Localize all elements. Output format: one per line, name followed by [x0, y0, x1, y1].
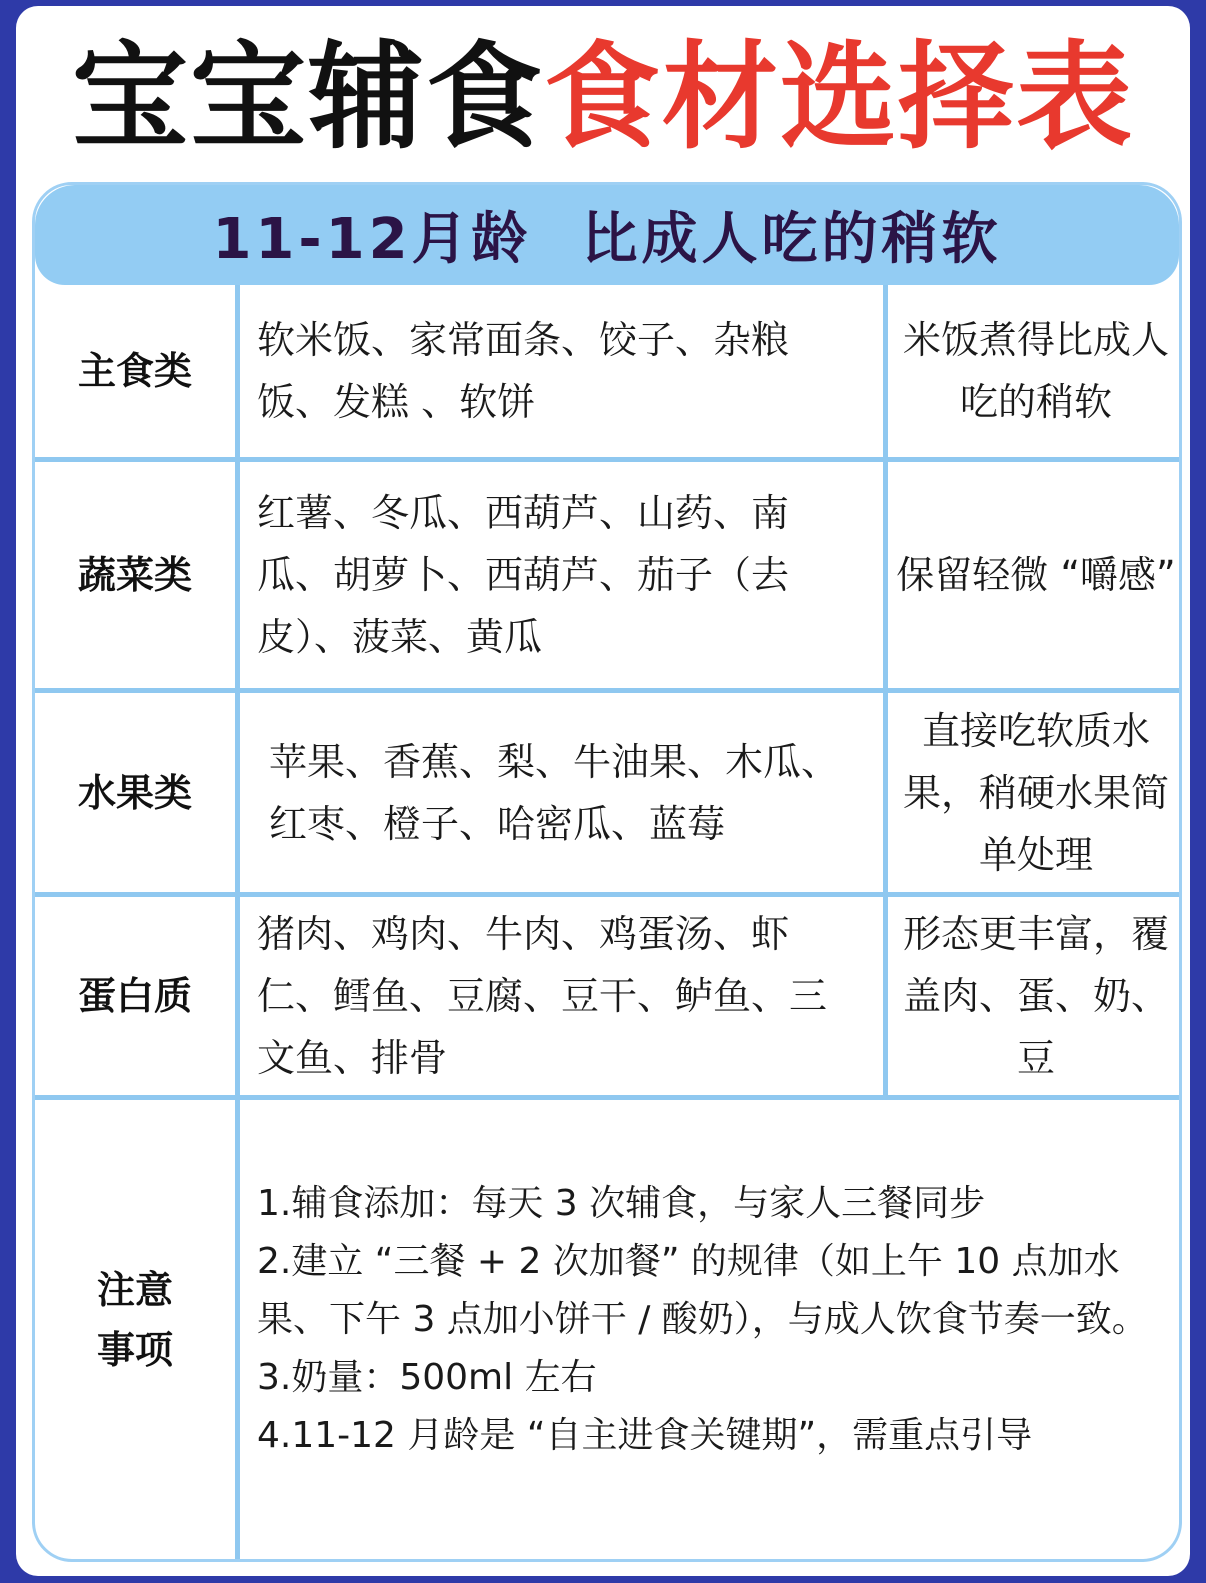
note-line: 1.辅食添加：每天 3 次辅食，与家人三餐同步	[257, 1183, 986, 1224]
age-banner	[35, 185, 1179, 285]
category-protein: 蛋白质	[77, 974, 192, 1018]
tip-fruit: 直接吃软质水果，稍硬水果简单处理	[902, 708, 1169, 877]
note-line: 2.建立 “三餐 + 2 次加餐” 的规律（如上午 10 点加水果、下午 3 点加小饼干 / 酸奶），与成人饮食节奏一致。	[257, 1241, 1148, 1340]
note-line: 3.奶量：500ml 左右	[257, 1357, 597, 1398]
banner-age: 11-12月龄	[212, 207, 532, 272]
notes-label: 注意事项	[96, 1268, 173, 1372]
tip-staple: 米饭煮得比成人吃的稍软	[902, 318, 1169, 424]
banner-subtitle: 比成人吃的稍软	[581, 207, 1002, 272]
items-protein: 猪肉、鸡肉、牛肉、鸡蛋汤、虾仁、鳕鱼、豆腐、豆干、鲈鱼、三文鱼、排骨	[257, 912, 828, 1080]
category-staple: 主食类	[77, 349, 192, 393]
note-line: 4.11-12 月龄是 “自主进食关键期”，需重点引导	[257, 1415, 1033, 1456]
category-notes	[35, 1100, 235, 1540]
items-vegetable: 红薯、冬瓜、西葫芦、山药、南瓜、胡萝卜、西葫芦、茄子（去皮）、菠菜、黄瓜	[257, 491, 790, 659]
title-part-black: 宝宝辅食	[72, 30, 544, 165]
items-staple: 软米饭、家常面条、饺子、杂粮饭、发糕 、软饼	[257, 318, 790, 424]
column-divider-left	[235, 285, 240, 1559]
category-fruit: 水果类	[77, 770, 192, 815]
title-part-red: 食材选择表	[544, 30, 1134, 165]
tip-vegetable: 保留轻微 “嚼感”	[896, 553, 1176, 597]
category-vegetable: 蔬菜类	[77, 553, 192, 597]
page-title	[16, 28, 1190, 168]
tip-protein: 形态更丰富，覆盖肉、蛋、奶、豆	[902, 912, 1169, 1080]
notes-list	[257, 1100, 1157, 1540]
items-fruit: 苹果、香蕉、梨、牛油果、木瓜、红枣、橙子、哈密瓜、蓝莓	[269, 739, 840, 846]
food-table	[32, 182, 1182, 1562]
page-card	[16, 6, 1190, 1576]
